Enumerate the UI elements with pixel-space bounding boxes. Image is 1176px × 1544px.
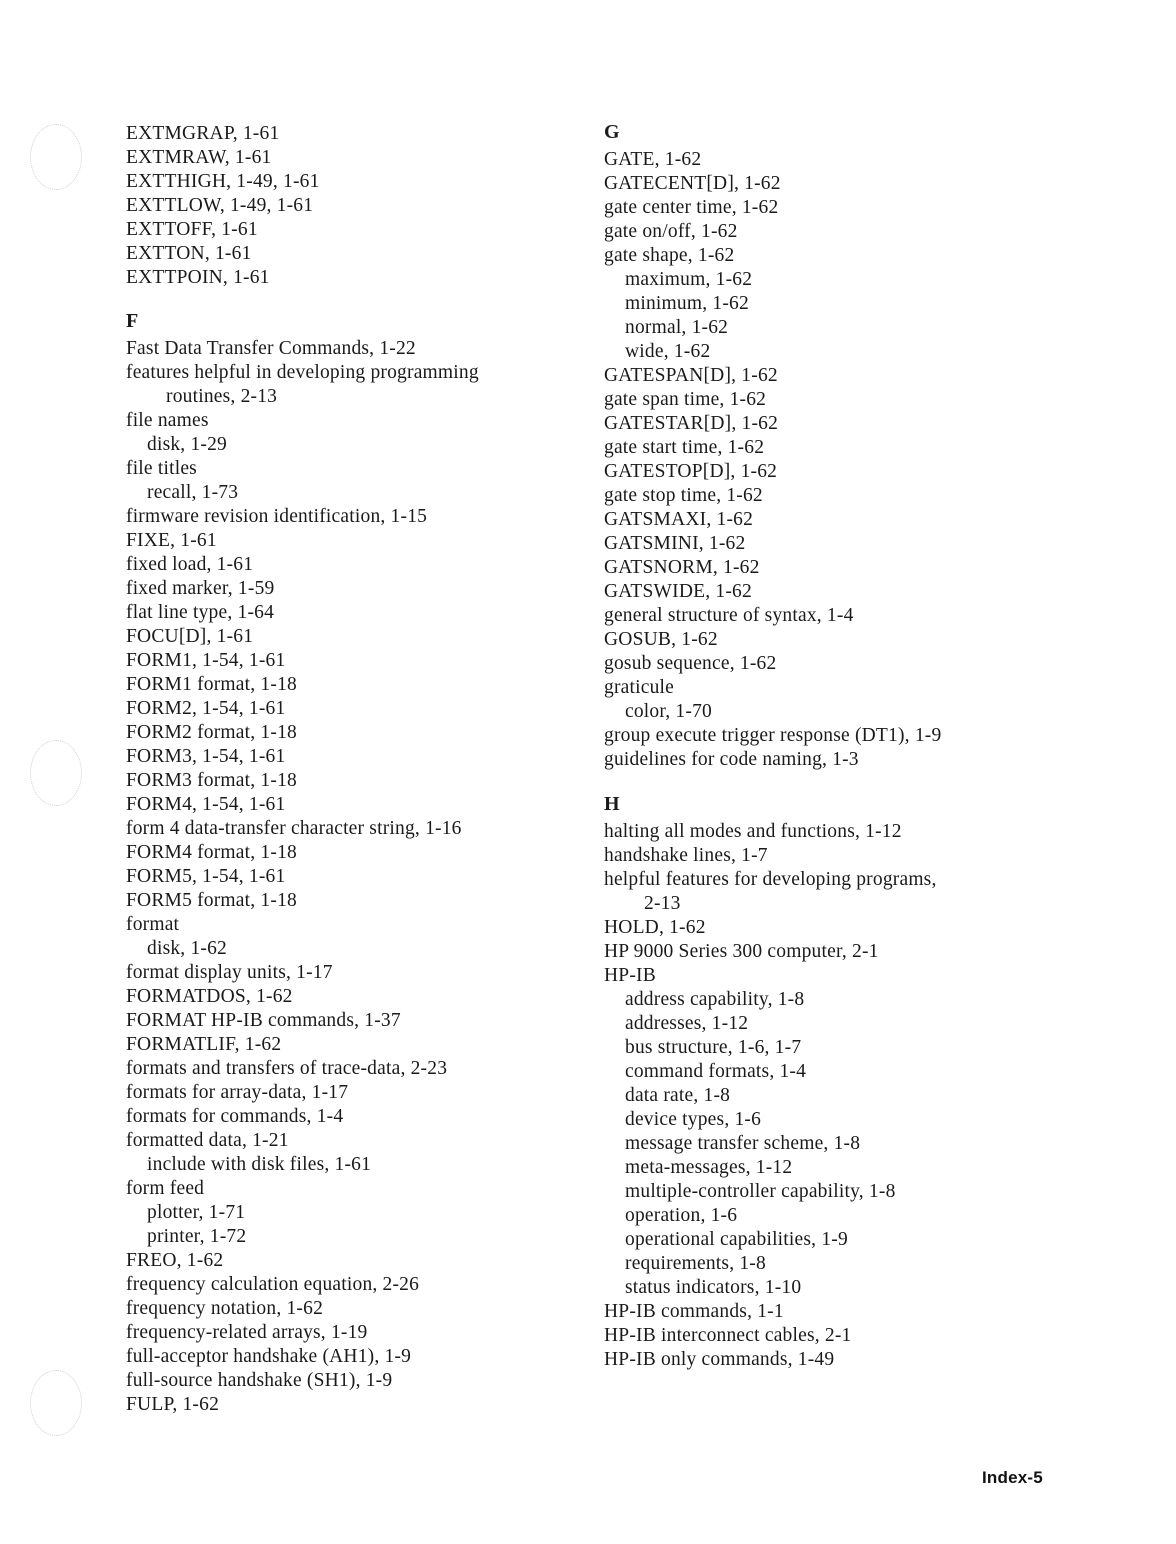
index-entry: fixed marker, 1-59 <box>126 578 275 599</box>
index-entry: GATSMINI, 1-62 <box>604 533 746 554</box>
index-subentry: addresses, 1-12 <box>625 1013 749 1034</box>
index-entry: GATE, 1-62 <box>604 149 702 170</box>
index-entry: FORM2, 1-54, 1-61 <box>126 698 286 719</box>
index-entry: GATSWIDE, 1-62 <box>604 581 752 602</box>
index-entry: formats for commands, 1-4 <box>126 1106 344 1127</box>
index-entry: GATESTAR[D], 1-62 <box>604 413 779 434</box>
index-entry: FORMAT HP-IB commands, 1-37 <box>126 1010 401 1031</box>
index-subentry: meta-messages, 1-12 <box>625 1157 793 1178</box>
index-subentry: message transfer scheme, 1-8 <box>625 1133 861 1154</box>
index-entry: frequency calculation equation, 2-26 <box>126 1274 420 1295</box>
index-entry: gate start time, 1-62 <box>604 437 765 458</box>
index-entry: format display units, 1-17 <box>126 962 333 983</box>
index-entry: HOLD, 1-62 <box>604 917 706 938</box>
index-entry: FORM1 format, 1-18 <box>126 674 297 695</box>
index-subentry: address capability, 1-8 <box>625 989 805 1010</box>
index-entry: EXTTON, 1-61 <box>126 243 252 264</box>
index-entry: FORM3, 1-54, 1-61 <box>126 746 286 767</box>
index-entry: gate shape, 1-62 <box>604 245 735 266</box>
index-subentry: plotter, 1-71 <box>147 1202 246 1223</box>
index-subentry: disk, 1-29 <box>147 434 227 455</box>
index-subentry: device types, 1-6 <box>625 1109 762 1130</box>
index-subentry: multiple-controller capability, 1-8 <box>625 1181 896 1202</box>
index-entry: group execute trigger response (DT1), 1-9 <box>604 725 942 746</box>
punch-hole-bottom <box>30 1370 82 1436</box>
index-entry: features helpful in developing programming <box>126 362 479 383</box>
index-entry: FORM4 format, 1-18 <box>126 842 297 863</box>
index-subentry: data rate, 1-8 <box>625 1085 731 1106</box>
index-subentry: bus structure, 1-6, 1-7 <box>625 1037 802 1058</box>
index-entry: handshake lines, 1-7 <box>604 845 768 866</box>
index-entry: file names <box>126 410 209 431</box>
index-entry: general structure of syntax, 1-4 <box>604 605 854 626</box>
index-entry: formatted data, 1-21 <box>126 1130 289 1151</box>
index-entry: flat line type, 1-64 <box>126 602 275 623</box>
index-subentry: status indicators, 1-10 <box>625 1277 802 1298</box>
index-entry: full-acceptor handshake (AH1), 1-9 <box>126 1346 412 1367</box>
index-entry: format <box>126 914 180 935</box>
index-entry: FORMATDOS, 1-62 <box>126 986 293 1007</box>
index-entry: formats for array-data, 1-17 <box>126 1082 349 1103</box>
index-subentry: operational capabilities, 1-9 <box>625 1229 848 1250</box>
index-entry: HP-IB interconnect cables, 2-1 <box>604 1325 852 1346</box>
index-entry: halting all modes and functions, 1-12 <box>604 821 902 842</box>
index-subentry: minimum, 1-62 <box>625 293 749 314</box>
index-entry: FORM5, 1-54, 1-61 <box>126 866 286 887</box>
index-entry: GATSNORM, 1-62 <box>604 557 760 578</box>
index-subentry: printer, 1-72 <box>147 1226 247 1247</box>
index-entry: file titles <box>126 458 197 479</box>
index-entry: EXTTHIGH, 1-49, 1-61 <box>126 171 320 192</box>
index-subentry: command formats, 1-4 <box>625 1061 807 1082</box>
index-entry: gosub sequence, 1-62 <box>604 653 777 674</box>
index-entry: HP 9000 Series 300 computer, 2-1 <box>604 941 879 962</box>
section-heading-h: H <box>604 793 620 815</box>
index-subentry: maximum, 1-62 <box>625 269 753 290</box>
index-entry: EXTMRAW, 1-61 <box>126 147 272 168</box>
index-entry-continuation: routines, 2-13 <box>166 386 278 407</box>
index-entry: HP-IB commands, 1-1 <box>604 1301 784 1322</box>
index-entry: form 4 data-transfer character string, 1-16 <box>126 818 462 839</box>
index-entry: EXTTLOW, 1-49, 1-61 <box>126 195 314 216</box>
index-entry: frequency notation, 1-62 <box>126 1298 324 1319</box>
index-entry: frequency-related arrays, 1-19 <box>126 1322 368 1343</box>
page-number: Index-5 <box>982 1468 1043 1487</box>
index-entry: GATECENT[D], 1-62 <box>604 173 781 194</box>
index-entry: HP-IB <box>604 965 656 986</box>
index-entry: Fast Data Transfer Commands, 1-22 <box>126 338 416 359</box>
index-entry-continuation: 2-13 <box>644 893 681 914</box>
index-entry: gate span time, 1-62 <box>604 389 767 410</box>
index-subentry: operation, 1-6 <box>625 1205 738 1226</box>
index-entry: EXTTPOIN, 1-61 <box>126 267 270 288</box>
index-subentry: wide, 1-62 <box>625 341 711 362</box>
index-entry: EXTMGRAP, 1-61 <box>126 123 280 144</box>
index-entry: EXTTOFF, 1-61 <box>126 219 258 240</box>
index-entry: GOSUB, 1-62 <box>604 629 718 650</box>
index-entry: FIXE, 1-61 <box>126 530 217 551</box>
index-entry: FULP, 1-62 <box>126 1394 220 1415</box>
index-entry: formats and transfers of trace-data, 2-23 <box>126 1058 448 1079</box>
index-subentry: color, 1-70 <box>625 701 712 722</box>
section-heading-g: G <box>604 121 620 143</box>
index-entry: GATESTOP[D], 1-62 <box>604 461 778 482</box>
index-subentry: include with disk files, 1-61 <box>147 1154 372 1175</box>
index-entry: FORM1, 1-54, 1-61 <box>126 650 286 671</box>
index-entry: firmware revision identification, 1-15 <box>126 506 428 527</box>
index-entry: gate on/off, 1-62 <box>604 221 738 242</box>
index-entry: fixed load, 1-61 <box>126 554 254 575</box>
index-entry: HP-IB only commands, 1-49 <box>604 1349 835 1370</box>
index-entry: FOCU[D], 1-61 <box>126 626 254 647</box>
index-entry: GATSMAXI, 1-62 <box>604 509 754 530</box>
index-entry: FREO, 1-62 <box>126 1250 224 1271</box>
index-entry: FORM2 format, 1-18 <box>126 722 297 743</box>
index-entry: helpful features for developing programs, <box>604 869 937 890</box>
index-subentry: normal, 1-62 <box>625 317 729 338</box>
index-subentry: requirements, 1-8 <box>625 1253 766 1274</box>
index-entry: form feed <box>126 1178 205 1199</box>
index-entry: GATESPAN[D], 1-62 <box>604 365 778 386</box>
index-entry: FORMATLIF, 1-62 <box>126 1034 282 1055</box>
index-entry: gate center time, 1-62 <box>604 197 779 218</box>
section-heading-f: F <box>126 310 139 332</box>
index-entry: graticule <box>604 677 675 698</box>
index-subentry: disk, 1-62 <box>147 938 227 959</box>
punch-hole-top <box>30 124 82 190</box>
index-entry: gate stop time, 1-62 <box>604 485 763 506</box>
index-entry: FORM5 format, 1-18 <box>126 890 297 911</box>
index-entry: FORM3 format, 1-18 <box>126 770 297 791</box>
index-entry: full-source handshake (SH1), 1-9 <box>126 1370 393 1391</box>
punch-hole-middle <box>30 740 82 806</box>
index-subentry: recall, 1-73 <box>147 482 239 503</box>
index-entry: FORM4, 1-54, 1-61 <box>126 794 286 815</box>
index-entry: guidelines for code naming, 1-3 <box>604 749 859 770</box>
